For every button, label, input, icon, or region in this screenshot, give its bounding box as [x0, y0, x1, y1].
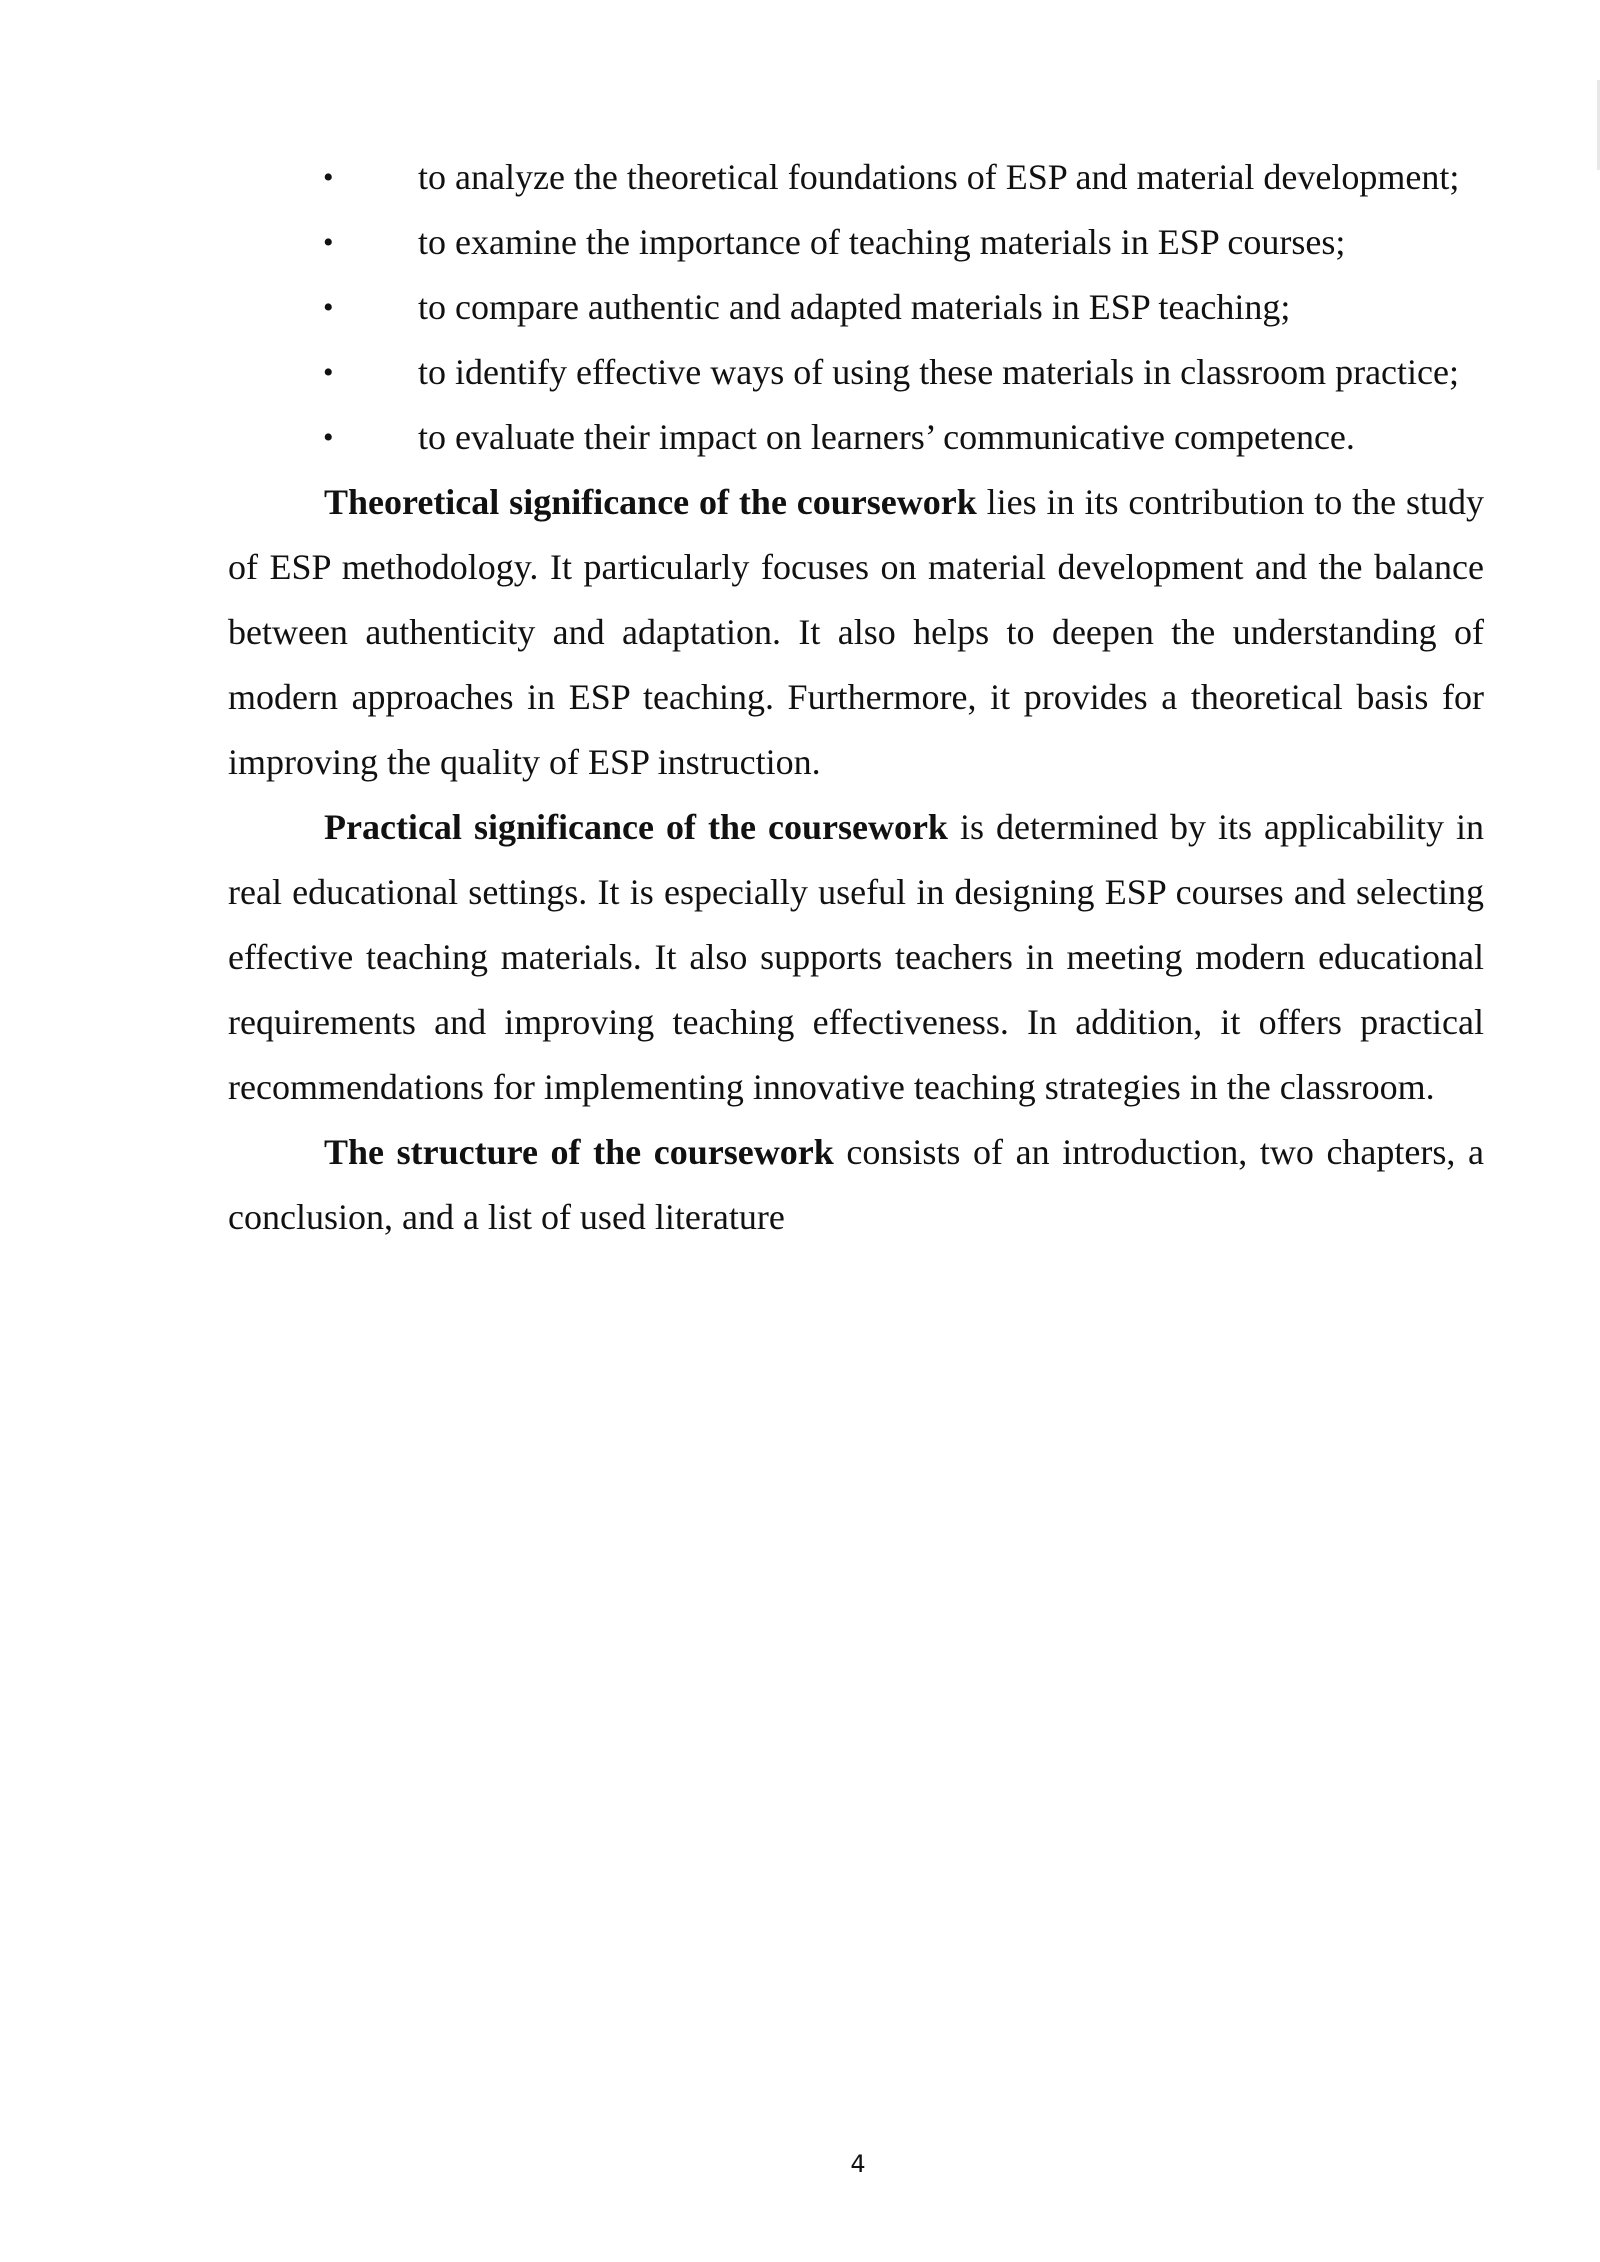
bullet-icon: • — [323, 226, 334, 259]
bullet-icon: • — [323, 161, 334, 194]
objective-text: to evaluate their impact on learners’ communicative competence. — [418, 417, 1355, 457]
structure-text: consists of an introduction, two chapters, a conclusion, and a list of used literature — [228, 1132, 1484, 1237]
bullet-icon: • — [323, 421, 334, 454]
page-number: 4 — [850, 2150, 866, 2178]
theoretical-significance-paragraph — [228, 470, 1484, 795]
objective-item — [228, 145, 1484, 210]
theoretical-significance-heading: Theoretical significance of the coursework — [324, 482, 977, 522]
objective-text: to identify effective ways of using these materials in classroom practice; — [418, 352, 1459, 392]
practical-significance-paragraph — [228, 795, 1484, 1120]
objective-text: to examine the importance of teaching materials in ESP courses; — [418, 222, 1346, 262]
objective-text: to compare authentic and adapted materials in ESP teaching; — [418, 287, 1291, 327]
objective-item — [228, 340, 1484, 405]
practical-significance-text: is determined by its applicability in real educational settings. It is especially useful in designing ESP courses and selecting effective teaching materials. It also supports teachers in meeting modern educational requirements and improving teaching effectiveness. In addition, it offers practical recommendations for implementing innovative teaching strategies in the classroom. — [228, 807, 1485, 1107]
structure-paragraph — [228, 1120, 1484, 1250]
structure-heading: The structure of the coursework — [324, 1132, 834, 1172]
bullet-icon: • — [323, 356, 334, 389]
bullet-icon: • — [323, 291, 334, 324]
objective-text: to analyze the theoretical foundations of ESP and material development; — [418, 157, 1460, 197]
objective-item — [228, 405, 1484, 470]
objective-item — [228, 275, 1484, 340]
theoretical-significance-text: lies in its contribution to the study of ESP methodology. It particularly focuses on material development and the balance between authenticity and adaptation. It also helps to deepen the understanding of modern approaches in ESP teaching. Furthermore, it provides a theoretical basis for improving the quality of ESP instruction. — [228, 482, 1484, 782]
practical-significance-heading: Practical significance of the coursework — [324, 807, 948, 847]
page-body — [228, 145, 1484, 1250]
objective-item — [228, 210, 1484, 275]
